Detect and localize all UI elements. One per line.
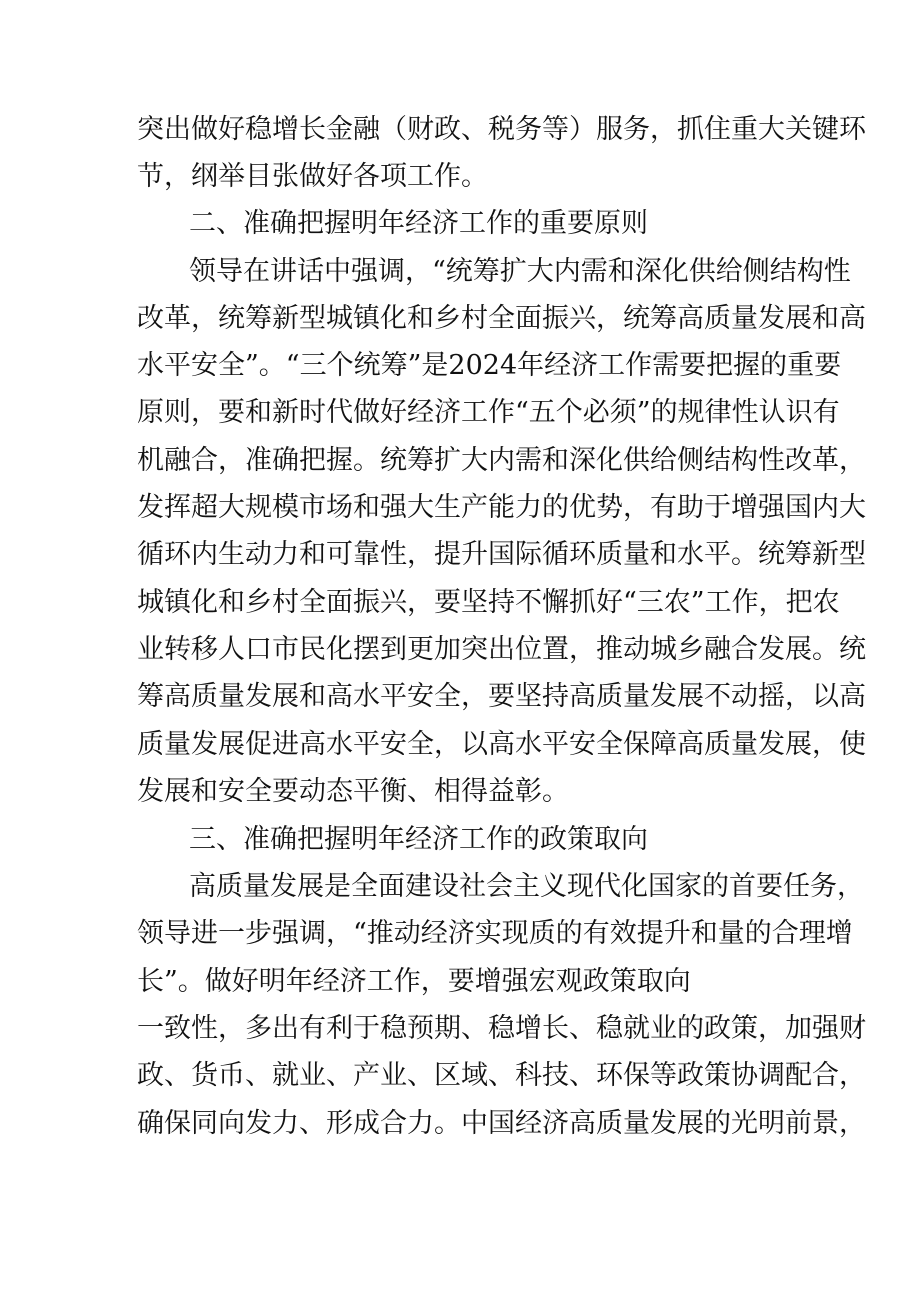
- paragraph-line-2: 改革，统筹新型城镇化和乡村全面振兴，统筹高质量发展和高: [137, 303, 866, 334]
- paragraph-line-4: 原则，要和新时代做好经济工作“五个必须”的规律性认识有: [137, 397, 840, 428]
- paragraph-line-8: 城镇化和乡村全面振兴，要坚持不懈抓好“三农”工作，把农: [137, 587, 840, 618]
- paragraph-line-6: 发挥超大规模市场和强大生产能力的优势，有助于增强国内大: [137, 492, 866, 523]
- section-heading-2: 二、准确把握明年经济工作的重要原则: [189, 208, 648, 239]
- paragraph-3-line-3: 长”。做好明年经济工作，要增强宏观政策取向: [137, 966, 691, 997]
- paragraph-line-1: 领导在讲话中强调，“统筹扩大内需和深化供给侧结构性: [189, 256, 851, 287]
- section-heading-3: 三、准确把握明年经济工作的政策取向: [189, 824, 648, 855]
- paragraph-line-9: 业转移人口市民化摆到更加突出位置，推动城乡融合发展。统: [137, 634, 866, 665]
- paragraph-line-11: 质量发展促进高水平安全，以高水平安全保障高质量发展，使: [137, 729, 866, 760]
- paragraph-3-line-1: 高质量发展是全面建设社会主义现代化国家的首要任务，: [189, 871, 864, 902]
- paragraph-line-7: 循环内生动力和可靠性，提升国际循环质量和水平。统筹新型: [137, 539, 866, 570]
- paragraph-3-line-5: 政、货币、就业、产业、区域、科技、环保等政策协调配合，: [137, 1060, 866, 1091]
- paragraph-line-3: 水平安全”。“三个统筹”是2024年经济工作需要把握的重要: [137, 350, 842, 381]
- paragraph-line-5: 机融合，准确把握。统筹扩大内需和深化供给侧结构性改革，: [137, 445, 866, 476]
- paragraph-line-10: 筹高质量发展和高水平安全，要坚持高质量发展不动摇，以高: [137, 681, 866, 712]
- paragraph-3-line-6: 确保同向发力、形成合力。中国经济高质量发展的光明前景，: [137, 1108, 866, 1139]
- paragraph-3-line-2: 领导进一步强调，“推动经济实现质的有效提升和量的合理增: [137, 918, 853, 949]
- paragraph-line-12: 发展和安全要动态平衡、相得益彰。: [137, 776, 569, 807]
- text-line-1: 突出做好稳增长金融（财政、税务等）服务，抓住重大关键环: [137, 114, 866, 145]
- paragraph-3-line-4: 一致性，多出有利于稳预期、稳增长、稳就业的政策，加强财: [137, 1013, 866, 1044]
- text-line-2: 节，纲举目张做好各项工作。: [137, 161, 488, 192]
